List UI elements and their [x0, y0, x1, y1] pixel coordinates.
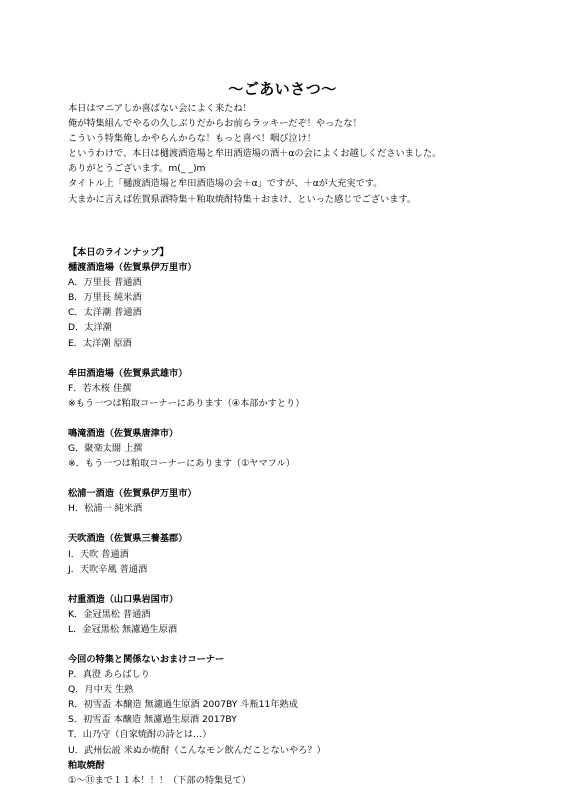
- list-item: R．初雪盃 本醸造 無濾過生原酒 2007BY 斗瓶11年熟成: [68, 699, 298, 711]
- list-item: I．天吹 普通酒: [68, 548, 129, 560]
- spacer: [68, 471, 548, 486]
- list-item: U．武州伝説 米ぬか焼酎（こんなモン飲んだことないやろ？）: [68, 744, 326, 756]
- list-item: J．天吹辛風 普通酒: [68, 563, 148, 575]
- spacer: [68, 351, 548, 366]
- intro-line: ありがとうございます。m(_ _)m: [68, 163, 206, 175]
- spacer: [68, 411, 548, 426]
- list-item: F．若木桜 佳撰: [68, 382, 132, 394]
- intro-line: こういう特集俺しかやらんからな！もっと喜べ！咽び泣け！: [68, 133, 317, 145]
- list-item: S．初雪盃 本醸造 無濾過生原酒 2017BY: [68, 714, 237, 726]
- brewery-heading: 樋渡酒造場（佐賀県伊万里市）: [68, 262, 197, 274]
- lineup-section: [68, 245, 548, 788]
- intro-line: 大まかに言えば佐賀県酒特集＋粕取焼酎特集＋おまけ、といった感じでございます。: [68, 193, 417, 205]
- brewery-heading: 天吹酒造（佐賀県三養基郡）: [68, 533, 188, 545]
- list-item: H．松浦一 純米酒: [68, 503, 143, 515]
- list-item: ※もう一つは粕取コーナーにあります（④本部かすとり）: [68, 397, 305, 409]
- list-item: B．万里長 純米酒: [68, 292, 142, 304]
- greeting-paragraph: [68, 101, 548, 207]
- spacer: [68, 516, 548, 531]
- brewery-heading: 牟田酒造場（佐賀県武雄市）: [68, 367, 188, 379]
- intro-line: 本日はマニアしか喜ばない会によく来たね！: [68, 103, 252, 114]
- list-item: K．金冠黒松 普通酒: [68, 608, 151, 620]
- spacer: [68, 577, 548, 592]
- list-item: T．山乃守（自家焼酎の詩とは…）: [68, 729, 212, 741]
- kasutori-text: ①～⑪まで１１本！！！（下部の特集見て）: [68, 774, 251, 786]
- list-item: Q．月中天 生熟: [68, 684, 134, 696]
- list-item: A．万里長 普通酒: [68, 277, 142, 289]
- brewery-heading: 村重酒造（山口県岩国市）: [68, 593, 179, 605]
- brewery-heading: 鳴滝酒造（佐賀県唐津市）: [68, 427, 179, 439]
- spacer: [68, 637, 548, 652]
- intro-line: というわけで、本日は樋渡酒造場と牟田酒造場の酒＋αの会によくお越しくださいました。: [68, 148, 442, 160]
- list-item: C．太洋潮 普通酒: [68, 307, 142, 319]
- list-item: P．真澄 あらばしり: [68, 669, 150, 681]
- lineup-heading: 【本日のラインナップ】: [68, 247, 169, 258]
- list-item: G．聚楽太閤 上撰: [68, 443, 143, 455]
- kasutori-heading: 粕取焼酎: [68, 759, 105, 771]
- list-item: D．太洋潮: [68, 322, 112, 334]
- intro-line: タイトル上「樋渡酒造場と牟田酒造場の会＋α」ですが、＋αが大充実です。: [68, 178, 383, 190]
- bonus-heading: 今回の特集と関係ないおまけコーナー: [68, 653, 225, 665]
- intro-line: 俺が特集組んでやるの久しぶりだからお前らラッキーだぞ！やったな！: [68, 118, 362, 130]
- brewery-heading: 松浦一酒造（佐賀県伊万里市）: [68, 488, 197, 500]
- page-title: ～ごあいさつ～: [228, 80, 337, 98]
- list-item: L．金冠黒松 無濾過生原酒: [68, 623, 178, 635]
- list-item: ※．もう一つは粕取コーナーにあります（①ヤマフル）: [68, 458, 295, 470]
- list-item: E．太洋潮 原酒: [68, 337, 132, 349]
